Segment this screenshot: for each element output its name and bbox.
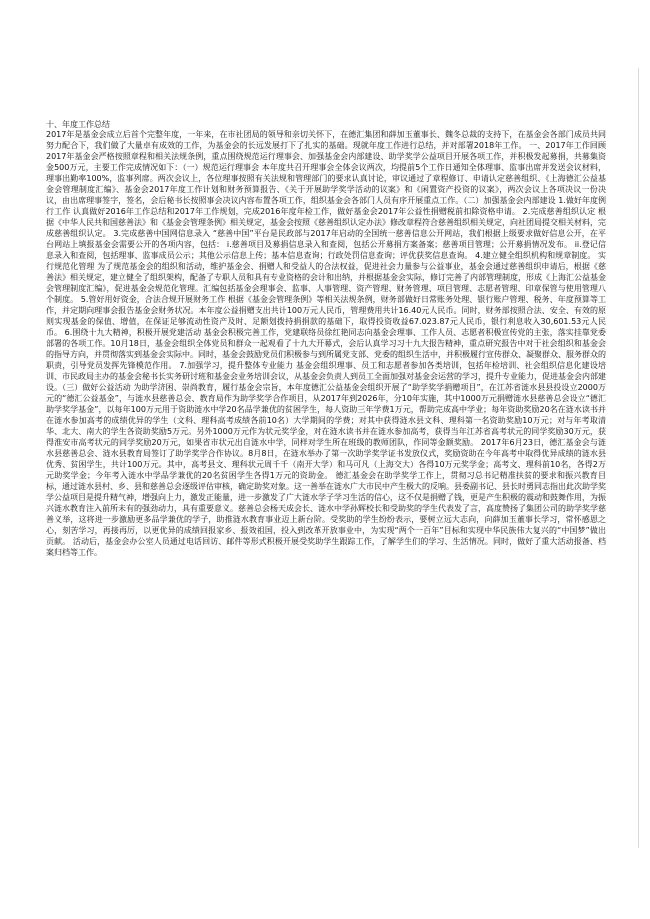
body-paragraph: 2017年是基金会成立后首个完整年度，一年来，在市社团局的领导和亲切关怀下，在德汇集团和薛加玉董事长、魏冬总裁的支持下，在基金会各部门成员共同努力配合下，我们做了大量卓有成效的工作，为基金会的长远发展打下了扎实的基础。现就年度工作进行总结，并对部署2018年工作。 一、2017年工作回顾 2017年基金会严格按照章程和相关法规条例，重点围绕规范运行理事会、加强基金会内部建设、助学奖学公益项目开展各项工作，并积极发起募捐，共募集资金500万元，主要工作完成情况如下：（一）规范运行理事会 本年度共召开理事会全体会议两次，均提前5个工作日通知全体理事、监事出席并发送会议材料，理事出勤率100%，监事列席。两次会议上，各位理事按照有关法规和管理部门的要求认真讨论，审议通过了章程修订、申请认定慈善组织、《上海德汇公益基金会管理制度汇编》、基金会2017年度工作计划和财务预算报告、《关于开展助学奖学活动的议案》和《闲置资产投资的议案》，两次会议上各项决议一份决议，由出席理事签字，签名，会后秘书长按照事会决议内容布置各项工作，组织基金会各部门人员有序开展重点工作。（二）加强基金会内部建设 1.做好年度例行工作 认真做好2016年工作总结和2017年工作规划，完成2016年度年检工作，做好基金会2017年公益性捐赠税前扣除资格申请。 2.完成慈善组织认定 根据《中华人民共和国慈善法》和《基金会管理条例》相关规定，基金会按照《慈善组织认定办法》修改章程符合慈善组织相关规定，向社团局提交相关材料，完成慈善组织认定。 3.完成慈善中国网信息录入 “慈善中国”平台是民政部与2017年启动的全国统一慈善信息公开网站，我们根据上级要求做好信息公开，在平台网站上填报基金会需要公开的各项内容，包括： i.慈善项目及募捐信息录入和查阅，包括公开募捐方案备案；慈善项目管理；公开募捐情况发布。 ii.登记信息录入和查阅，包括理事、监事成员公示；其他公示信息上传；基本信息查询；行政处罚信息查询；评优获奖信息查询。 4.建立健全组织机构和规章制度。 实行规范化管理 为了规范基金会的组织和活动，维护基金会、捐赠人和受益人的合法权益，促进社会力量参与公益事业，基金会通过慈善组织申请后，根据《慈善法》相关规定，建立健全了组织架构，配备了专职人员和具有专业资格的会计和出纳，并根据基金会实际，修订完善了内部管理制度，形成《上海汇公益基金会管理制度汇编》，促进基金会规范化管理。汇编包括基金会理事会、监事、人事管理、资产管理、财务管理、项目管理、志愿者管理、印章保管与使用管理八个制度。 5.管好用好资金，合法合规开展财务工作 根据《基金会管理条例》等相关法规条例，财务部做好日常账务处理、银行账户管理、税务、年度预算等工作，并定期向理事会报告基金会财务状况。本年度公益捐赠支出共计100万元人民币，管理费用共计16.40元人民币。同时，财务部按照合法、安全、有效的原则实现基金的保值、增值，在保证足够流动性资产及时、足额划拨持捐捐款的基础下，取得投资收益67.023.87元人民币，银行利息收入30,601.53元人民币。 6.围绕十九大精神，积极开展党建活动 基金会积极完善工作，党建联络员徐红艳同志向基金会理事、工作人员、志愿者积极宣传党的主张，落实挂靠党委部署的各项工作。10月18日，基金会组织全体党员和群众一起观看了十九大开幕式，会后认真学习习十九大报告精神，重点研究报告中对于社会组织和基金会的指导方向，并贯彻落实到基金会实际中。同时，基金会鼓励党员们积极参与到所属党支部、党委的组织生活中，并积极履行宣传群众、凝聚群众、服务群众的职责，引导党员发挥先锋模范作用。 7.加强学习，提升整体专业能力 基金会组织理事、员工和志愿者参加各类培训，包括年检培训、社会组织信息化建设培训、市民政局主办的基金会秘书长实务研讨班和基金会业务培训会议，从基金会负责人到员工全面加强对基金会运营的学习，提升专业能力，促进基金会内部建设。（三）做好公益活动 为助学济困、崇尚教育，履行基金会宗旨，本年度德汇公益基金会组织开展了“助学奖学捐赠项目”，在江苏省涟水县县投设立2000万元的“德汇公益基金”，与涟水县慈善总会、教育局作为助学奖学合作项目，从2017年到2026年，分10年实施，其中1000万元捐赠涟水县慈善总会设立“德汇助学奖学基金”，以每年100万元用于资助涟水中学20名品学兼优的贫困学生，每人资助三年学费1万元，帮助完成高中学业；每年资助奖励20名在涟水读书并在涟水参加高考的成绩优异的学生（文科、理科高考成绩各前10名）大学期间的学费；对其中获得涟水县文科、理科第一名资助奖励10万元；对与年考取清华、北大、南大的学生各资助奖励5万元。另外1000万元作为状元奖学金，对在涟水读书并在涟水参加高考，获得当年江苏省高考状元的同学奖励30万元，获得淮安市高考状元的同学奖励20万元，如果省市状元出自涟水中学，同样对学生所在班级的教师团队，作同等金额奖励。 2017年6月23日，德汇基金会与涟水县慈善总会、涟水县教育局签订了助学奖学合作协议。8月8日，在涟水举办了第一次助学奖学证书发放仪式，奖励资助在今年高考中取得优异成绩的涟水县优秀、贫困学生，共计100万元。其中，高考县文、理科状元周千千（南开大学）和马可凡（上海交大）各得10万元奖学金；高考文、理科前10名，各得2万元助奖学金；今年考入涟水中学品学兼优的20名贫困学生各得1万元的资助金。 德汇基金会在助学奖学工作上，贯彻习总书记精准扶贫的要求和振兴教育目标，通过涟水县村、乡、县和慈善总会逐级评估审核，确定助奖对象。这一善举在涟水广大市民中产生极大的反响。县委副书记、县长时勇同志指出此次助学奖学公益项目是提升精气神，增强向上力，激发正能量，进一步激发了广大涟水学子学习生活的信心，这不仅是捐赠了钱，更是产生积极的震动和鼓舞作用，为振兴涟水教育注入前所未有的强劲动力，具有重要意义。慈善总会杨天成会长、涟水中学孙辉校长和受助奖的学生代表发了言，高度赞扬了集团公司的助学奖学慈善义举，这将进一步激励更多品学兼优的学子，助推涟水教育事业迈上新台阶。受奖助的学生纷纷表示，要树立远大志向，向薛加玉董事长学习，常怀感恩之心，刻苦学习，再接再厉，以更优异的成绩回报家乡、报效祖国，投入到改革开放事业中，为实现“两个一百年”目标和实现中华民族伟大复兴的“中国梦”做出贡献。 活动后，基金会办公室人员通过电话回访、邮件等形式积极开展受奖助学生跟踪工作，了解学生们的学习、生活情况。同时，做好了重大活动报备、档案归档等工作。 [46, 130, 606, 557]
section-heading: 十、年度工作总结 [46, 120, 110, 129]
page-edge-rule [638, 68, 639, 848]
